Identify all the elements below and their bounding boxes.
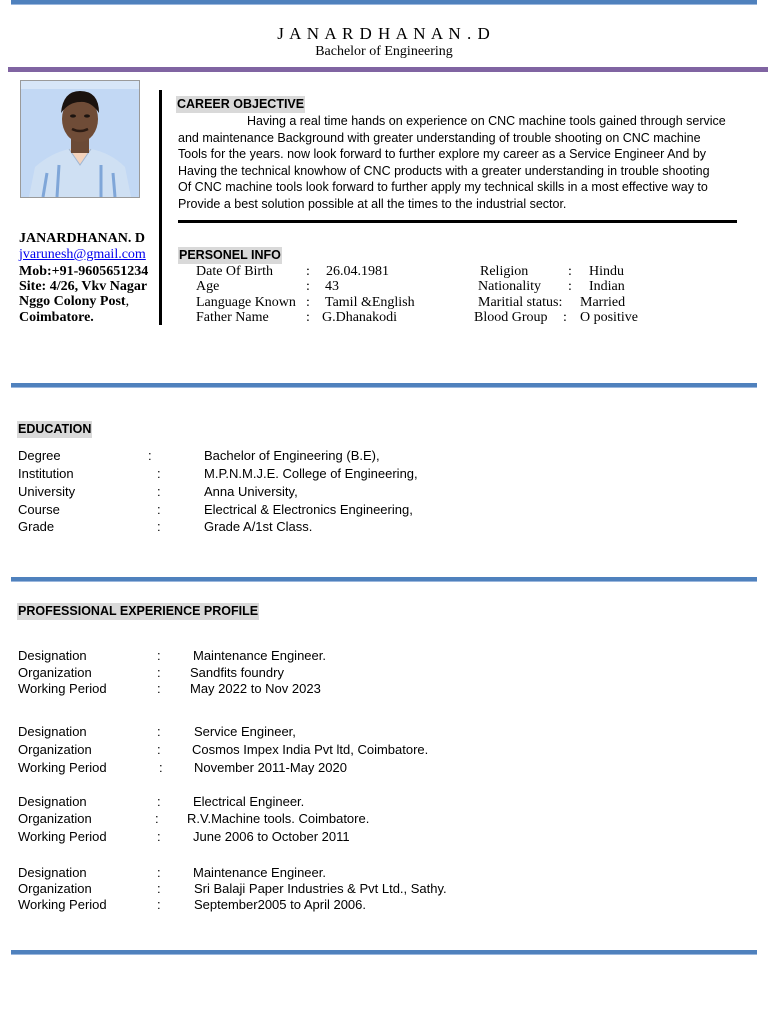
personal-label: Nationality xyxy=(478,279,541,294)
career-line: Having the technical knowhow of CNC products with a greater understanding in trouble shooting xyxy=(178,163,710,178)
job-sep: : xyxy=(157,829,161,844)
profile-photo xyxy=(20,80,140,198)
experience-heading: PROFESSIONAL EXPERIENCE PROFILE xyxy=(18,604,259,618)
personal-value: Married xyxy=(580,295,626,310)
job-period-label: Working Period xyxy=(18,829,107,844)
education-value: M.P.N.M.J.E. College of Engineering, xyxy=(204,466,418,481)
section-divider xyxy=(11,577,757,582)
job-designation: Service Engineer, xyxy=(194,724,296,739)
education-label: Course xyxy=(18,502,60,517)
job-sep: : xyxy=(157,897,161,912)
vertical-divider xyxy=(159,90,162,325)
personal-value: 26.04.1981 xyxy=(326,264,389,279)
contact-mobile: Mob:+91-9605651234 xyxy=(19,264,149,279)
personal-sep: : xyxy=(568,279,572,294)
personal-sep: : xyxy=(306,264,310,279)
personal-sep: : xyxy=(306,295,310,310)
contact-address-line-2 xyxy=(19,294,129,310)
job-sep: : xyxy=(157,648,161,663)
personal-value: Hindu xyxy=(589,264,624,279)
career-objective-heading: CAREER OBJECTIVE xyxy=(177,97,305,111)
personal-label: Date Of Birth xyxy=(196,264,273,279)
personal-sep: : xyxy=(568,264,572,279)
job-period: November 2011-May 2020 xyxy=(194,760,347,775)
education-sep: : xyxy=(157,484,161,499)
top-rule xyxy=(11,0,757,5)
career-line: and maintenance Background with greater understanding of trouble shooting on CNC machine xyxy=(178,130,701,145)
job-organization: Sandfits foundry xyxy=(190,665,284,680)
career-line: Of CNC machine tools look forward to further apply my technical skills in a most effective way to xyxy=(178,180,708,195)
job-period: September2005 to April 2006. xyxy=(194,897,367,912)
personal-sep: : xyxy=(563,310,567,325)
header-divider xyxy=(8,67,768,72)
job-designation-label: Designation xyxy=(18,648,87,663)
address-line-2-comma: , xyxy=(125,294,130,309)
personal-sep: : xyxy=(306,310,310,325)
education-value: Anna University, xyxy=(204,484,298,499)
personal-value: Tamil &English xyxy=(325,295,415,310)
resume-degree: Bachelor of Engineering xyxy=(315,44,453,59)
job-sep: : xyxy=(157,794,161,809)
job-organization-label: Organization xyxy=(18,665,92,680)
job-period-label: Working Period xyxy=(18,681,107,696)
education-value: Bachelor of Engineering (B.E), xyxy=(204,448,380,463)
job-period-label: Working Period xyxy=(18,760,107,775)
personal-info-heading: PERSONEL INFO xyxy=(179,248,281,262)
address-line-2-text: Nggo Colony Post xyxy=(19,294,126,309)
personal-label: Blood Group xyxy=(474,310,548,325)
job-designation: Electrical Engineer. xyxy=(193,794,305,809)
job-sep: : xyxy=(157,665,161,680)
personal-value: O positive xyxy=(580,310,638,325)
job-organization-label: Organization xyxy=(18,742,92,757)
job-organization: Sri Balaji Paper Industries & Pvt Ltd., Sathy. xyxy=(194,881,447,896)
career-line: Tools for the years. now look forward to further explore my career as a Service Engineer And by xyxy=(178,147,707,162)
education-sep: : xyxy=(157,502,161,517)
job-period: May 2022 to Nov 2023 xyxy=(190,681,321,696)
resume-name: J A N A R D H A N A N . D xyxy=(277,24,491,43)
job-designation-label: Designation xyxy=(18,865,87,880)
job-sep: : xyxy=(159,760,163,775)
education-label: Grade xyxy=(18,519,55,534)
contact-name: JANARDHANAN. D xyxy=(19,231,145,246)
personal-label: Religion xyxy=(480,264,529,279)
section-divider xyxy=(11,950,757,955)
personal-label: Father Name xyxy=(196,310,269,325)
personal-value: 43 xyxy=(325,279,339,294)
contact-address-line-3: Coimbatore. xyxy=(19,310,94,325)
personal-label: Language Known xyxy=(196,295,296,310)
education-value: Grade A/1st Class. xyxy=(204,519,313,534)
job-organization: R.V.Machine tools. Coimbatore. xyxy=(187,811,370,826)
contact-email-link[interactable]: jvarunesh@gmail.com xyxy=(19,247,146,262)
job-organization: Cosmos Impex India Pvt ltd, Coimbatore. xyxy=(192,742,429,757)
education-sep: : xyxy=(148,448,152,463)
job-period: June 2006 to October 2011 xyxy=(193,829,350,844)
career-line: Having a real time hands on experience on CNC machine tools gained through service xyxy=(247,114,726,128)
job-sep: : xyxy=(157,681,161,696)
job-designation-label: Designation xyxy=(18,794,87,809)
job-sep: : xyxy=(157,724,161,739)
education-sep: : xyxy=(157,466,161,481)
personal-sep: : xyxy=(306,279,310,294)
education-value: Electrical & Electronics Engineering, xyxy=(204,502,413,517)
personal-value: Indian xyxy=(589,279,625,294)
education-label: University xyxy=(18,484,76,499)
job-organization-label: Organization xyxy=(18,881,92,896)
job-sep: : xyxy=(157,742,161,757)
personal-label: Age xyxy=(196,279,220,294)
job-sep: : xyxy=(157,881,161,896)
personal-label: Maritial status: xyxy=(478,295,563,310)
job-designation: Maintenance Engineer. xyxy=(193,648,326,663)
career-line: Provide a best solution possible at all the times to the industrial sector. xyxy=(178,196,567,211)
education-heading: EDUCATION xyxy=(18,422,92,436)
education-sep: : xyxy=(157,519,161,534)
job-organization-label: Organization xyxy=(18,811,92,826)
career-divider xyxy=(178,220,737,223)
job-designation: Maintenance Engineer. xyxy=(193,865,326,880)
contact-address-line-1: Site: 4/26, Vkv Nagar xyxy=(19,279,148,294)
job-period-label: Working Period xyxy=(18,897,107,912)
job-designation-label: Designation xyxy=(18,724,87,739)
job-sep: : xyxy=(155,811,159,826)
personal-value: G.Dhanakodi xyxy=(322,310,398,325)
section-divider xyxy=(11,383,757,388)
job-sep: : xyxy=(157,865,161,880)
education-label: Degree xyxy=(18,448,61,463)
education-label: Institution xyxy=(18,466,74,481)
person-photo-icon xyxy=(21,81,139,197)
career-objective-text xyxy=(178,113,744,213)
